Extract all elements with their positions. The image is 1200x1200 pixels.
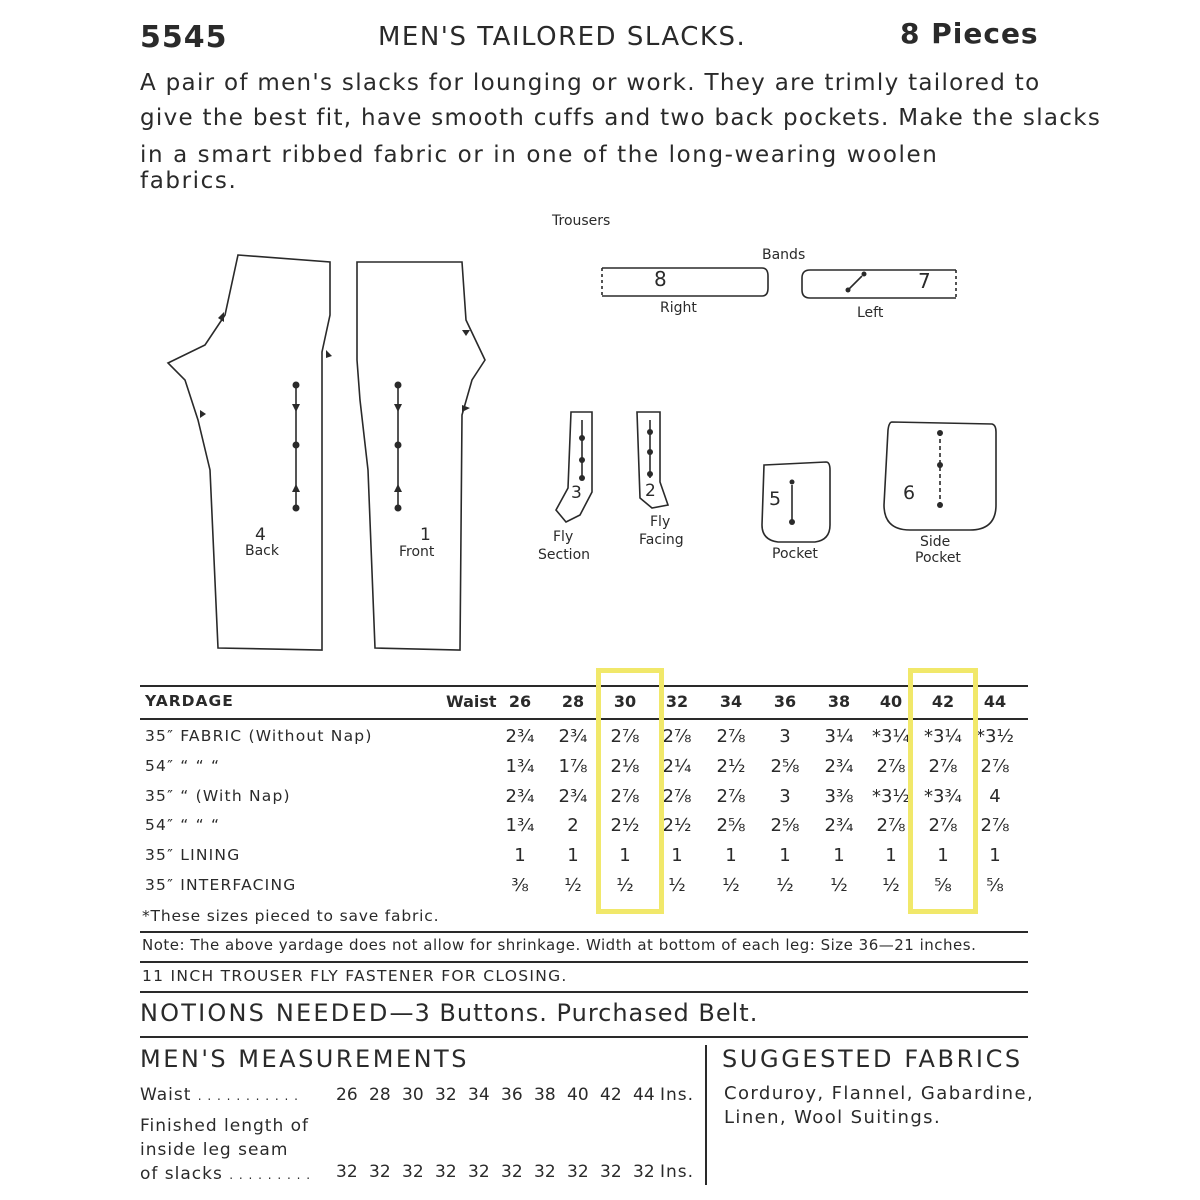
fly-facing-number: 2 — [645, 481, 656, 501]
yardage-cell: ⅜ — [511, 875, 529, 896]
measurement-value: 32 — [501, 1162, 523, 1182]
yardage-cell: *3¼ — [872, 726, 910, 747]
measurement-unit: Ins. — [660, 1085, 695, 1105]
shrinkage-note: Note: The above yardage does not allow for shrinkage. Width at bottom of each leg: Size 36—21 inches. — [142, 936, 977, 954]
footnote-rule — [140, 931, 1028, 933]
measurements-title: MEN'S MEASUREMENTS — [140, 1045, 469, 1073]
yardage-cell: 1¾ — [505, 756, 535, 777]
length-measure-label — [140, 1114, 311, 1187]
length-leader-dots: . . . . . . . . . — [229, 1168, 312, 1182]
yardage-row-label: 54″ “ “ “ — [145, 816, 221, 834]
yardage-cell: 3 — [779, 726, 791, 747]
yardage-cell: 2⅞ — [928, 815, 958, 836]
yardage-cell: 1 — [885, 845, 897, 866]
yardage-cell: 1 — [937, 845, 949, 866]
highlight-size-30 — [596, 668, 664, 914]
front-label: Front — [399, 544, 435, 560]
yardage-cell: 2⅞ — [876, 815, 906, 836]
pocket-number: 5 — [769, 488, 782, 510]
yardage-cell: 2⅞ — [716, 786, 746, 807]
yardage-cell: 2¾ — [824, 756, 854, 777]
band-right-outline — [602, 268, 768, 296]
column-divider — [705, 1045, 707, 1185]
description-line-3: in a smart ribbed fabric or in one of the long-wearing woolen fabrics. — [140, 142, 939, 194]
yardage-cell: ½ — [722, 875, 740, 896]
yardage-cell: 1 — [567, 845, 579, 866]
yardage-cell: 2¾ — [558, 726, 588, 747]
measurement-value: 32 — [468, 1162, 490, 1182]
yardage-cell: 2⅞ — [716, 726, 746, 747]
notions-rule — [140, 1036, 1028, 1038]
yardage-cell: 1 — [833, 845, 845, 866]
measurement-value: 32 — [369, 1162, 391, 1182]
yardage-cell: 2⅞ — [610, 726, 640, 747]
fly-facing-label-2: Facing — [639, 532, 684, 548]
yardage-cell: 2⅝ — [716, 815, 746, 836]
yardage-cell: ⅝ — [986, 875, 1004, 896]
yardage-cell: *3½ — [976, 726, 1014, 747]
bands-label: Bands — [762, 247, 806, 263]
yardage-cell: 2¾ — [505, 786, 535, 807]
yardage-cell: 1 — [779, 845, 791, 866]
band-left-label: Left — [857, 305, 884, 321]
measurement-value: 32 — [435, 1085, 457, 1105]
yardage-cell: 2¾ — [558, 786, 588, 807]
back-piece-outline — [168, 255, 330, 650]
yardage-cell: 2⅞ — [980, 815, 1010, 836]
yardage-cell: 1 — [619, 845, 631, 866]
trousers-label: Trousers — [552, 213, 611, 229]
fabrics-line-2: Linen, Wool Suitings. — [724, 1107, 942, 1128]
table-header-rule — [140, 718, 1028, 720]
fly-section-label-1: Fly — [553, 529, 574, 545]
yardage-cell: 1 — [989, 845, 1001, 866]
waist-header: Waist — [446, 692, 497, 711]
measurement-value: 32 — [600, 1162, 622, 1182]
size-header: 42 — [931, 692, 955, 711]
notions-text: —3 Buttons. Purchased Belt. — [389, 999, 759, 1027]
yardage-cell: 1¾ — [505, 815, 535, 836]
front-piece-outline — [357, 262, 485, 650]
yardage-cell: 2½ — [716, 756, 746, 777]
size-header: 40 — [879, 692, 903, 711]
yardage-cell: 2⅞ — [980, 756, 1010, 777]
yardage-cell: 2⅞ — [662, 726, 692, 747]
length-label-1: Finished length of — [140, 1116, 310, 1136]
side-pocket-label-2: Pocket — [915, 550, 961, 566]
measurement-value: 32 — [633, 1162, 655, 1182]
yardage-cell: *3¾ — [924, 786, 962, 807]
waist-label: Waist — [140, 1085, 192, 1105]
pocket-label: Pocket — [772, 546, 818, 562]
yardage-cell: 2⅞ — [876, 756, 906, 777]
back-number: 4 — [255, 525, 266, 545]
pattern-number: 5545 — [140, 20, 228, 55]
fastener-rule — [140, 991, 1028, 993]
yardage-row-label: 35″ “ (With Nap) — [145, 787, 291, 805]
yardage-cell: 1⅞ — [558, 756, 588, 777]
yardage-cell: ½ — [564, 875, 582, 896]
description-line-1: A pair of men's slacks for lounging or work. They are trimly tailored to — [140, 70, 1041, 96]
yardage-cell: 1 — [671, 845, 683, 866]
fly-section-label-2: Section — [538, 547, 591, 563]
yardage-cell: 2⅝ — [770, 815, 800, 836]
yardage-cell: 2⅞ — [928, 756, 958, 777]
fly-section-number: 3 — [571, 483, 582, 503]
yardage-cell: 4 — [989, 786, 1001, 807]
yardage-cell: 3¼ — [824, 726, 854, 747]
side-pocket-number: 6 — [903, 482, 916, 504]
yardage-cell: ½ — [616, 875, 634, 896]
yardage-cell: ½ — [668, 875, 686, 896]
measurement-value: 32 — [534, 1162, 556, 1182]
fabrics-title: SUGGESTED FABRICS — [722, 1045, 1023, 1073]
band-left-outline — [802, 270, 956, 298]
measurement-value: 36 — [501, 1085, 523, 1105]
yardage-cell: 1 — [514, 845, 526, 866]
yardage-cell: 2¼ — [662, 756, 692, 777]
measurement-value: 28 — [369, 1085, 391, 1105]
size-header: 38 — [827, 692, 851, 711]
measurement-value: 38 — [534, 1085, 556, 1105]
measurement-unit: Ins. — [660, 1162, 695, 1182]
waist-leader-dots: . . . . . . . . . . . — [197, 1089, 299, 1103]
measurement-value: 34 — [468, 1085, 490, 1105]
yardage-cell: ½ — [776, 875, 794, 896]
fastener-note: 11 INCH TROUSER FLY FASTENER FOR CLOSING. — [142, 967, 568, 985]
measurement-value: 30 — [402, 1085, 424, 1105]
band-right-number: 8 — [654, 267, 667, 291]
yardage-cell: 2⅞ — [610, 786, 640, 807]
yardage-cell: 2 — [567, 815, 579, 836]
band-right-label: Right — [660, 300, 697, 316]
measurement-value: 32 — [567, 1162, 589, 1182]
yardage-cell: 2⅛ — [610, 756, 640, 777]
yardage-cell: ½ — [830, 875, 848, 896]
yardage-cell: ⅝ — [934, 875, 952, 896]
measurement-value: 26 — [336, 1085, 358, 1105]
back-label: Back — [245, 543, 279, 559]
size-header: 28 — [561, 692, 585, 711]
yardage-cell: 2½ — [610, 815, 640, 836]
fly-facing-label-1: Fly — [650, 514, 671, 530]
size-header: 26 — [508, 692, 532, 711]
yardage-cell: 2⅝ — [770, 756, 800, 777]
front-number: 1 — [420, 525, 431, 545]
pattern-title: MEN'S TAILORED SLACKS. — [378, 22, 747, 52]
yardage-cell: 3⅜ — [824, 786, 854, 807]
size-header: 32 — [665, 692, 689, 711]
notions-label: NOTIONS NEEDED — [140, 999, 390, 1027]
yardage-row-label: 54″ “ “ “ — [145, 757, 221, 775]
measurement-value: 44 — [633, 1085, 655, 1105]
yardage-cell: 1 — [725, 845, 737, 866]
description-line-2: give the best fit, have smooth cuffs and two back pockets. Make the slacks — [140, 105, 1102, 131]
yardage-title: YARDAGE — [145, 692, 234, 710]
yardage-cell: 3 — [779, 786, 791, 807]
yardage-footnote: *These sizes pieced to save fabric. — [142, 907, 440, 925]
waist-measure-label — [140, 1085, 299, 1105]
length-label-3: of slacks — [140, 1164, 223, 1184]
measurement-value: 32 — [336, 1162, 358, 1182]
measurement-value: 40 — [567, 1085, 589, 1105]
yardage-cell: ½ — [882, 875, 900, 896]
highlight-size-42 — [908, 668, 978, 914]
measurement-value: 32 — [435, 1162, 457, 1182]
fly-section-outline — [556, 412, 592, 522]
yardage-cell: 2½ — [662, 815, 692, 836]
measurement-value: 32 — [402, 1162, 424, 1182]
yardage-cell: 2¾ — [824, 815, 854, 836]
length-label-2: inside leg seam — [140, 1140, 289, 1160]
piece-count: 8 Pieces — [900, 17, 1039, 50]
yardage-cell: 2¾ — [505, 726, 535, 747]
yardage-row-label: 35″ LINING — [145, 846, 241, 864]
table-top-rule — [140, 685, 1028, 687]
size-header: 34 — [719, 692, 743, 711]
side-pocket-label-1: Side — [920, 534, 951, 550]
measurement-value: 42 — [600, 1085, 622, 1105]
size-header: 44 — [983, 692, 1007, 711]
notions-line — [140, 999, 758, 1027]
fabrics-line-1: Corduroy, Flannel, Gabardine, — [724, 1083, 1035, 1104]
yardage-cell: *3¼ — [924, 726, 962, 747]
band-left-number: 7 — [918, 269, 931, 293]
size-header: 36 — [773, 692, 797, 711]
yardage-row-label: 35″ FABRIC (Without Nap) — [145, 727, 373, 745]
yardage-cell: 2⅞ — [662, 786, 692, 807]
yardage-cell: *3½ — [872, 786, 910, 807]
yardage-row-label: 35″ INTERFACING — [145, 876, 297, 894]
note-rule — [140, 961, 1028, 963]
size-header: 30 — [613, 692, 637, 711]
